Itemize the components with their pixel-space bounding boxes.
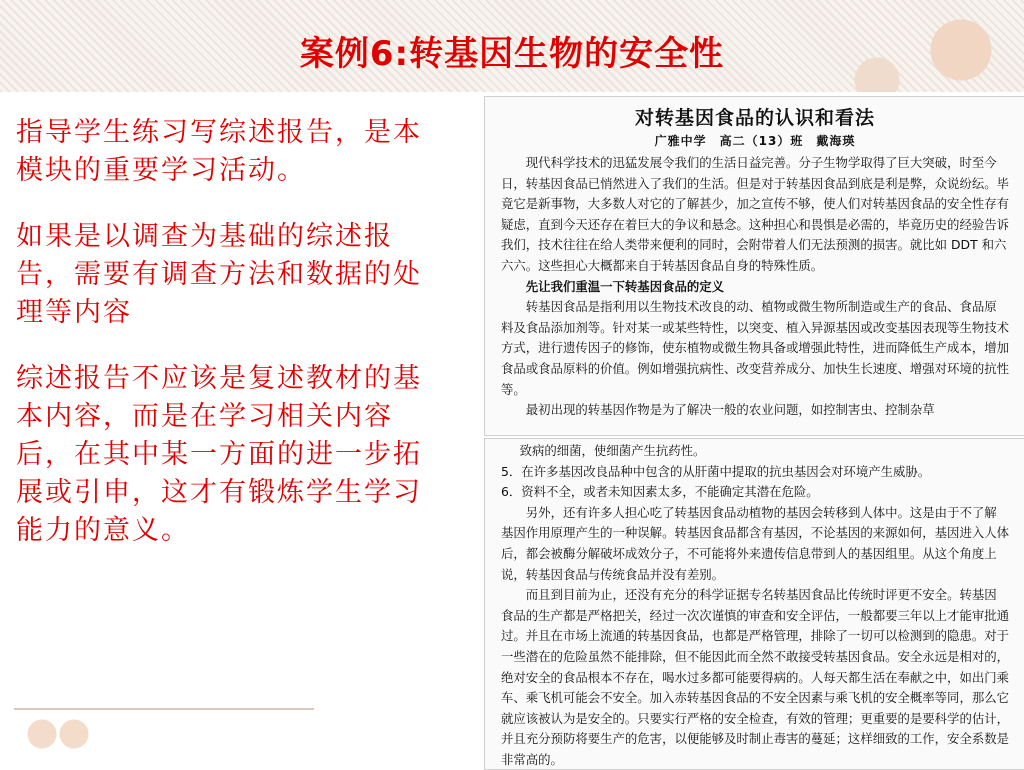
document-title: 对转基因食品的认识和看法 <box>634 107 875 129</box>
document-subheading: 先让我们重温一下转基因食品的定义 <box>525 278 725 294</box>
footer-logo-watermark <box>18 712 98 756</box>
document-paragraph: 现代科学技术的迅猛发展令我们的生活日益完善。分子生物学取得了巨大突破，时至今日，转基因食品已悄然进入了我们的生活。但是对于转基因食品到底是利是弊，众说纷纭。毕竟它是新事物，大多数人对它的了解甚少，加之宣传不够，使人们对转基因食品的安全性存有疑虑，直到今天还存在着巨大的争议和悬念。这种担心和畏惧是必需的，毕竟历史的经验告诉我们，技术往往在给人类带来便利的同时，会附带着人们无法预测的损害。就比如 DDT 和六六六。这些担心大概都来自于转基因食品自身的特殊性质。 <box>501 155 1010 273</box>
survey-paragraph: 如果是以调查为基础的综述报告，需要有调查方法和数据的处理等内容 <box>16 221 422 328</box>
document-byline: 广雅中学 高二（13）班 戴海瑛 <box>654 134 856 148</box>
scanned-document-bottom <box>484 438 1024 770</box>
guideline-paragraph: 综述报告不应该是复述教材的基本内容，而是在学习相关内容后，在其中某一方面的进一步拓展或引申，这才有锻炼学生学习能力的意义。 <box>16 363 422 546</box>
document-paragraph: 转基因食品是指利用以生物技术改良的动、植物或微生物所制造或生产的食品、食品原料及食品添加剂等。针对某一或某些特性，以突变、植入异源基因或改变基因表现等生物技术方式，进行遗传因子的修饰，使东植物或微生物具备或增强此特性，进而降低生产成本，增加食品或食品原料的价值。例如增强抗病性、改变营养成分、加快生长速度、增强对环境的抗性等。 <box>501 299 1010 397</box>
slide-title: 案例6:转基因生物的安全性 <box>299 34 725 74</box>
left-text-column <box>16 114 446 578</box>
document-paragraph: 致病的细菌，使细菌产生抗药性。 <box>519 443 706 458</box>
document-list-item: 6．资料不全，或者未知因素太多，不能确定其潜在危险。 <box>501 484 819 500</box>
document-list-item: 5．在许多基因改良品种中包含的从肝菌中提取的抗虫基因会对环境产生威胁。 <box>501 463 931 479</box>
document-bottom-body <box>485 439 1024 770</box>
document-paragraph: 而且到目前为止，还没有充分的科学证据专名转基因食品比传统时评更不安全。转基因食品的生产都是严格把关，经过一次次谨慎的审查和安全评估，一般都要三年以上才能审批通过。并且在市场上流通的转基因食品，也都是严格管理，排除了一切可以检测到的隐患。对于一些潜在的危险虽然不能排除，但不能因此而全然不敢接受转基因食品。安全永远是相对的，绝对安全的食品根本不存在，喝水过多都可能要得病的。人每天都生活在奉献之中，如出门乘车、乘飞机可能会不安全。加入赤转基因食品的不安全因素与乘飞机的安全概率等同，那么它就应该被认为是安全的。只要实行严格的安全检查，有效的管理；更重要的是要科学的估计，并且充分预防将要生产的危害，以便能够及时制止毒害的蔓延；这样细致的工作，安全系数是非常高的。 <box>501 587 1010 767</box>
footer-divider <box>14 708 314 710</box>
document-top-body <box>485 153 1024 421</box>
document-paragraph: 另外，还有许多人担心吃了转基因食品动植物的基因会转移到人体中。这是由于不了解基因作用原理产生的一种误解。转基因食品都含有基因，不论基因的来源如何，基因进入人体后，都会被酶分解破坏成效分子，不可能将外来遗传信息带到人的基因组里。从这个角度上说，转基因食品与传统食品并没有差别。 <box>501 504 1010 582</box>
document-paragraph: 最初出现的转基因作物是为了解决一般的农业问题，如控制害虫、控制杂草 <box>525 402 935 418</box>
intro-paragraph: 指导学生练习写综述报告，是本模块的重要学习活动。 <box>16 117 422 186</box>
scanned-document-top <box>484 96 1024 436</box>
